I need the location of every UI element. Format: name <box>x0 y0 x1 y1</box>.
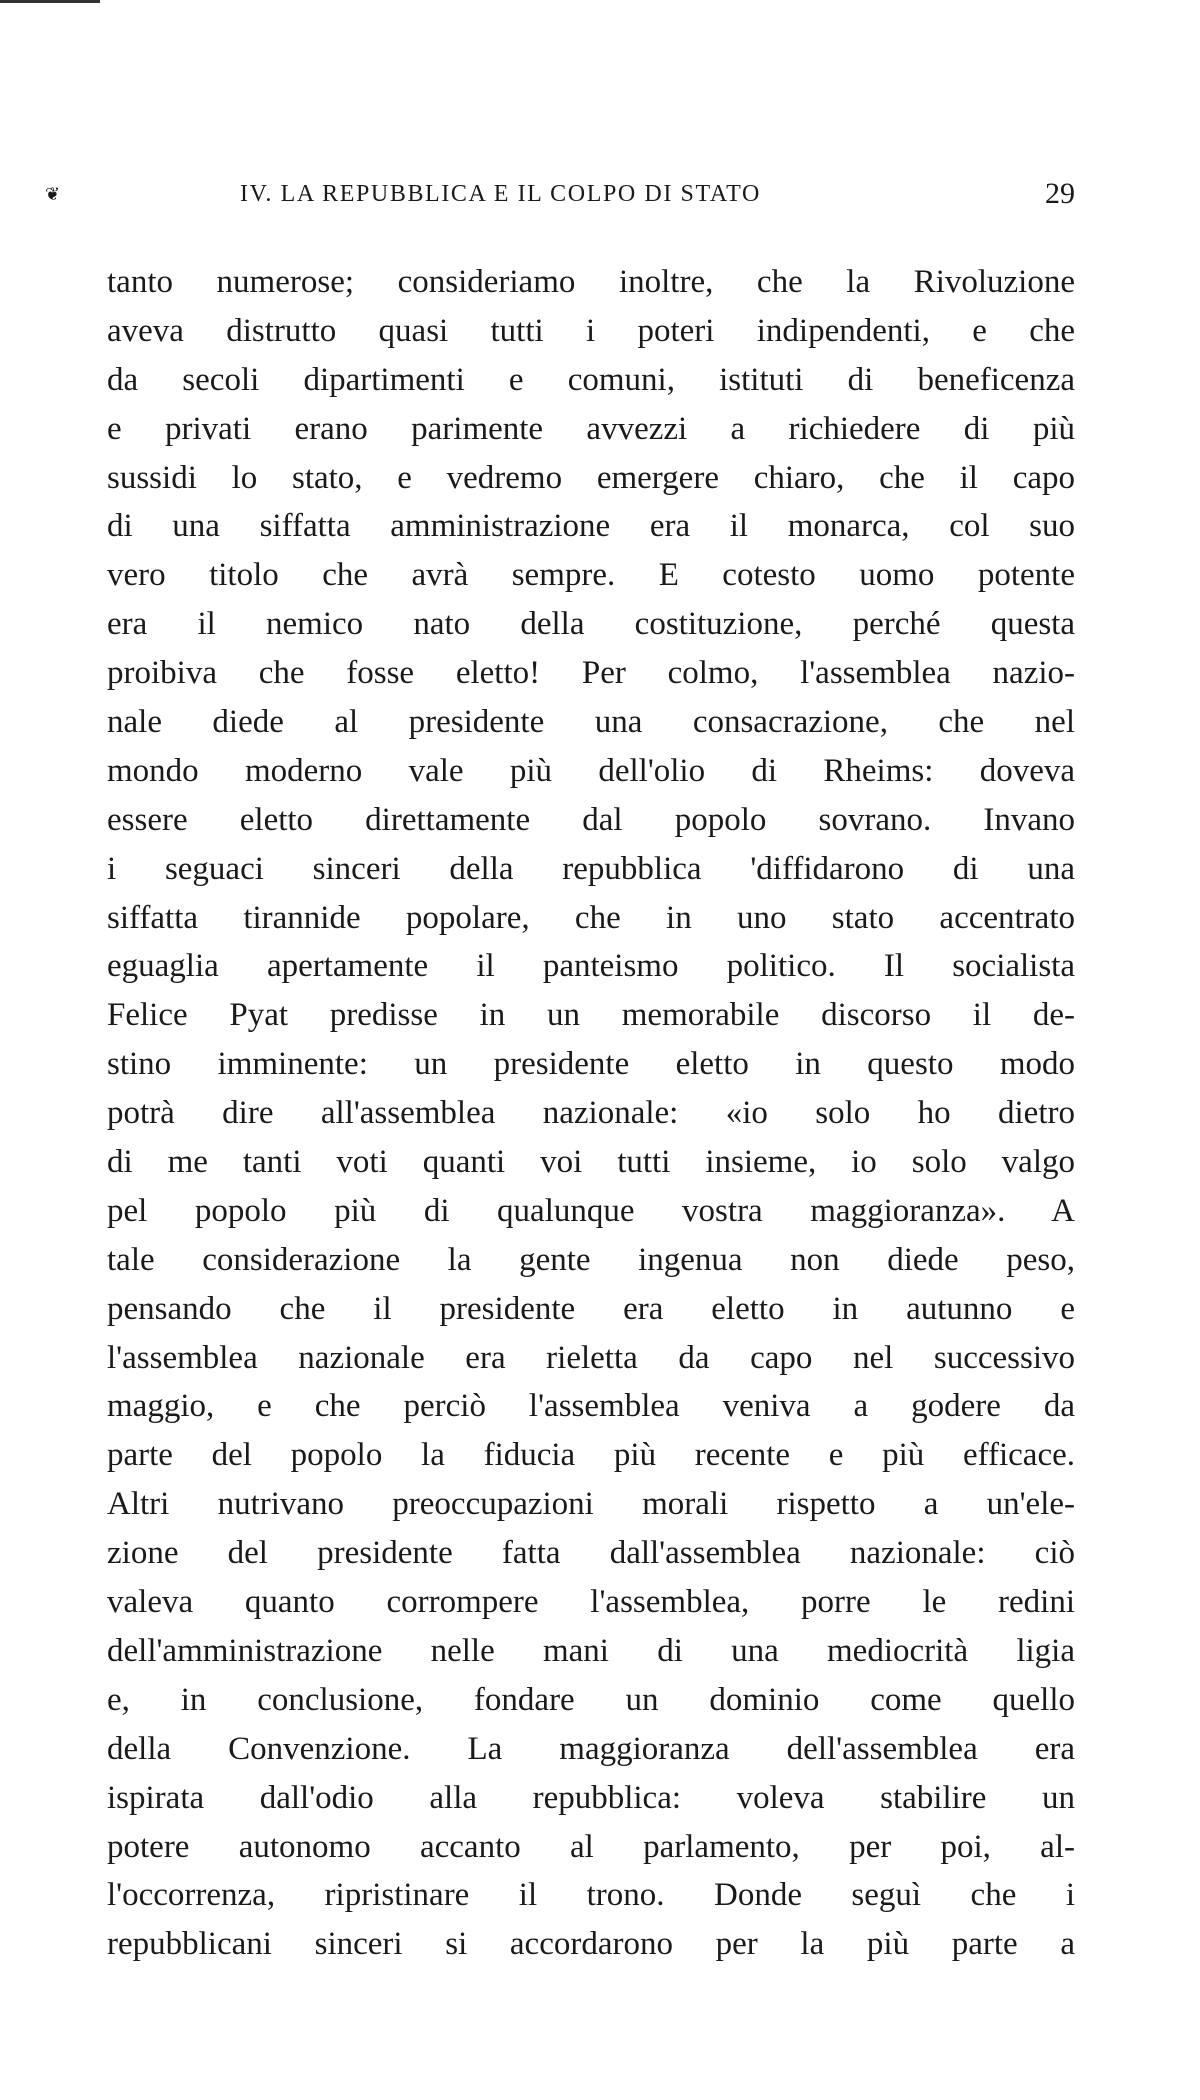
text-line: parte del popolo la fiducia più recente e più efficace. <box>107 1437 1075 1474</box>
text-line: era il nemico nato della costituzione, perché questa <box>107 606 1075 643</box>
page-number: 29 <box>1045 177 1075 210</box>
page-header <box>45 174 1075 214</box>
text-line: della Convenzione. La maggioranza dell'assemblea era <box>107 1730 1075 1767</box>
text-line: Altri nutrivano preoccupazioni morali rispetto a un'ele- <box>107 1486 1075 1523</box>
text-line: ispirata dall'odio alla repubblica: voleva stabilire un <box>107 1779 1075 1816</box>
text-line: repubblicani sinceri si accordarono per la più parte a <box>107 1926 1075 1963</box>
text-line: eguaglia apertamente il panteismo politico. Il socialista <box>107 948 1075 985</box>
text-line: vero titolo che avrà sempre. E cotesto uomo potente <box>107 557 1075 594</box>
text-line: pel popolo più di qualunque vostra maggioranza». A <box>107 1192 1075 1229</box>
text-line: di una siffatta amministrazione era il monarca, col suo <box>107 508 1075 545</box>
text-line: Felice Pyat predisse in un memorabile discorso il de- <box>107 997 1075 1034</box>
text-line: stino imminente: un presidente eletto in questo modo <box>107 1046 1075 1083</box>
text-line: maggio, e che perciò l'assemblea veniva a godere da <box>107 1388 1075 1425</box>
text-line: essere eletto direttamente dal popolo sovrano. Invano <box>107 801 1075 838</box>
text-line: l'occorrenza, ripristinare il trono. Donde seguì che i <box>107 1877 1075 1914</box>
text-line: aveva distrutto quasi tutti i poteri indipendenti, e che <box>107 312 1075 349</box>
text-line: nale diede al presidente una consacrazione, che nel <box>107 704 1075 741</box>
text-line: tanto numerose; consideriamo inoltre, che la Rivoluzione <box>107 264 1075 300</box>
text-line: di me tanti voti quanti voi tutti insieme, io solo valgo <box>107 1144 1075 1181</box>
text-line: e, in conclusione, fondare un dominio come quello <box>107 1681 1075 1718</box>
text-line: l'assemblea nazionale era rieletta da capo nel successivo <box>107 1339 1075 1376</box>
text-line: mondo moderno vale più dell'olio di Rheims: doveva <box>107 752 1075 789</box>
ornament-icon: ❦ <box>45 184 61 204</box>
text-line: dell'amministrazione nelle mani di una mediocrità ligia <box>107 1632 1075 1669</box>
text-line: pensando che il presidente era eletto in autunno e <box>107 1290 1075 1327</box>
text-line: tale considerazione la gente ingenua non diede peso, <box>107 1241 1075 1278</box>
running-title: IV. LA REPUBBLICA E IL COLPO DI STATO <box>240 181 761 207</box>
text-line: siffatta tirannide popolare, che in uno stato accentrato <box>107 899 1075 936</box>
body-text <box>107 258 1075 1969</box>
text-line: valeva quanto corrompere l'assemblea, porre le redini <box>107 1584 1075 1621</box>
text-line: potere autonomo accanto al parlamento, per poi, al- <box>107 1828 1075 1865</box>
text-line: i seguaci sinceri della repubblica 'diffidarono di una <box>107 850 1075 887</box>
text-line: da secoli dipartimenti e comuni, istituti di beneficenza <box>107 361 1075 398</box>
text-line: zione del presidente fatta dall'assemblea nazionale: ciò <box>107 1535 1075 1572</box>
text-line: sussidi lo stato, e vedremo emergere chiaro, che il capo <box>107 459 1075 496</box>
scan-artifact <box>0 0 100 3</box>
text-line: proibiva che fosse eletto! Per colmo, l'assemblea nazio- <box>107 655 1075 692</box>
text-line: e privati erano parimente avvezzi a richiedere di più <box>107 410 1075 447</box>
text-line: potrà dire all'assemblea nazionale: «io solo ho dietro <box>107 1095 1075 1132</box>
